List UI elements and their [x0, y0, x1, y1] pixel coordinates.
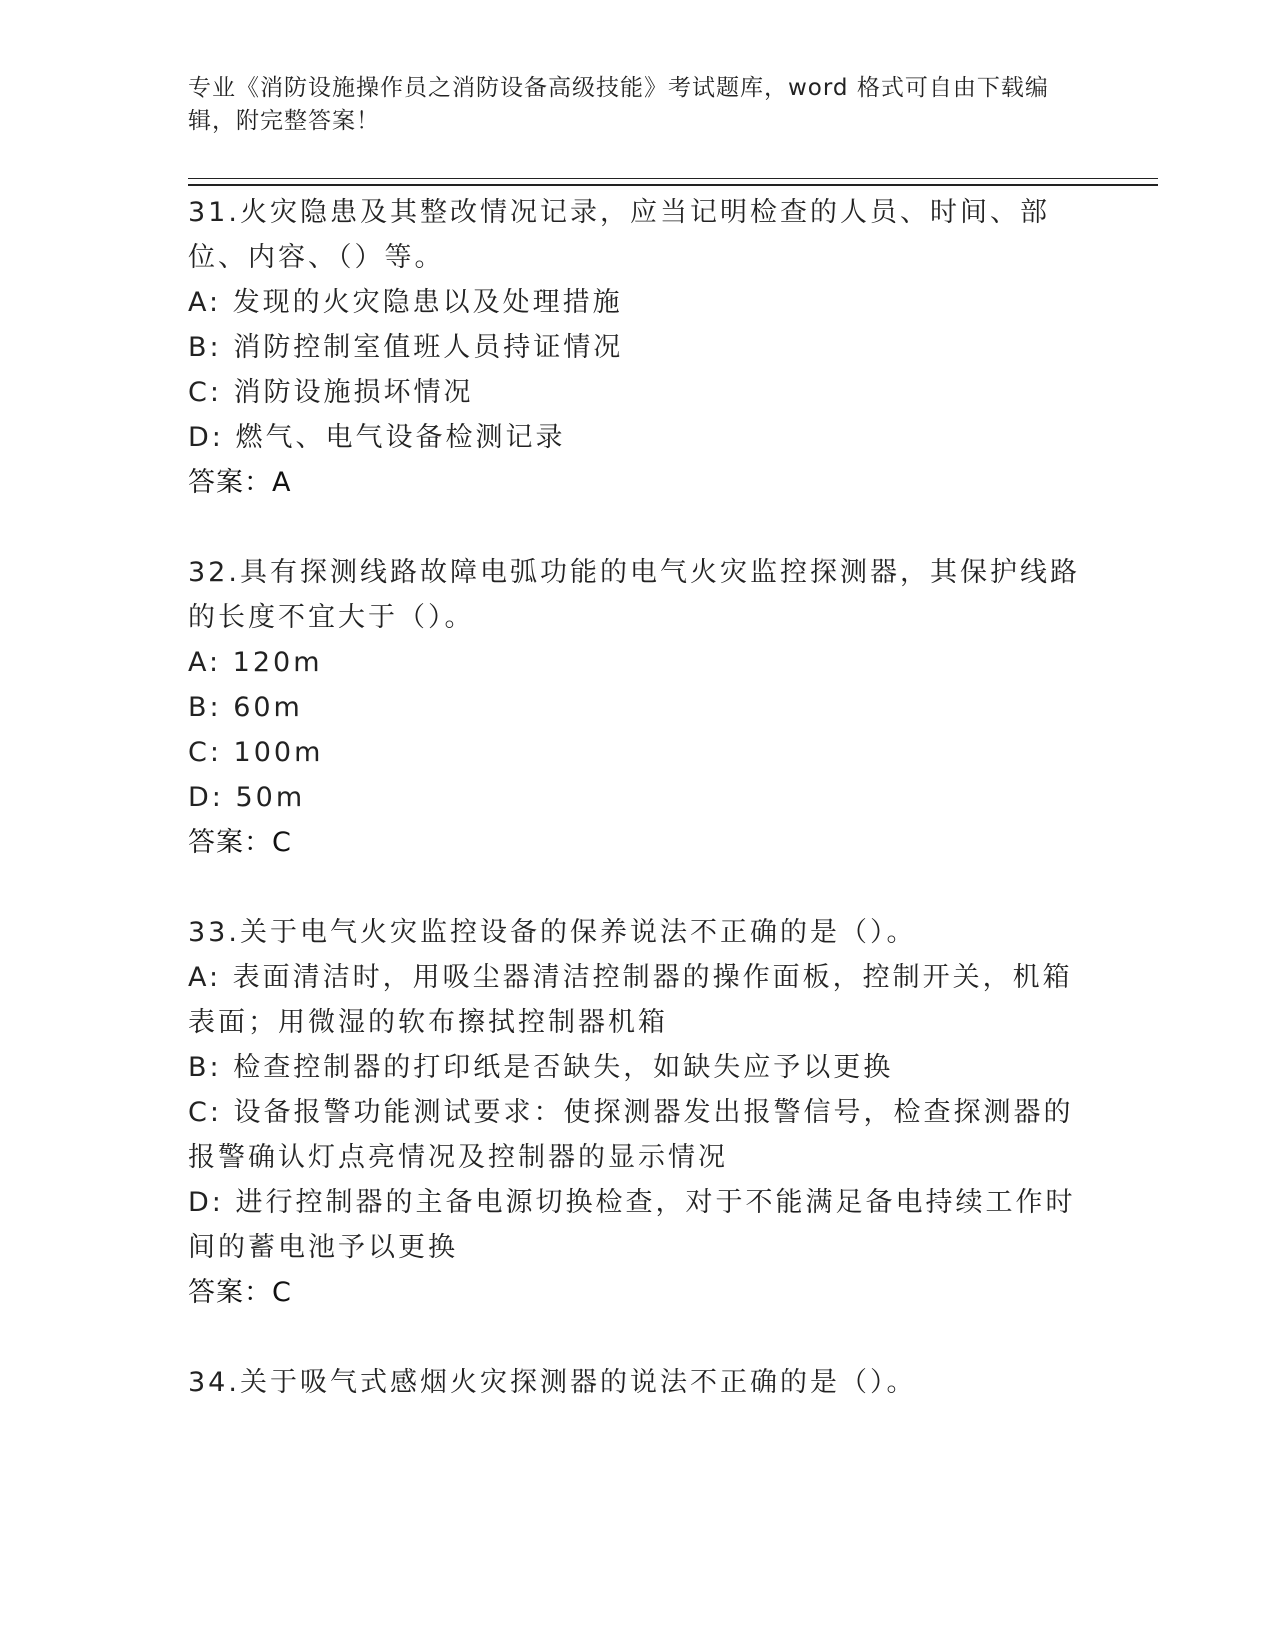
document-header: 专业《消防设施操作员之消防设备高级技能》考试题库，word 格式可自由下载编辑，附完整答案！	[188, 75, 1049, 134]
spacer	[188, 865, 1088, 910]
answer-line: 答案：A	[188, 467, 292, 498]
option-a: A: 120m	[188, 647, 323, 678]
spacer	[188, 505, 1088, 550]
option-b: B: 消防控制室值班人员持证情况	[188, 332, 624, 363]
option-d: D: 50m	[188, 782, 306, 813]
question-stem: 34.关于吸气式感烟火灾探测器的说法不正确的是（）。	[188, 1367, 917, 1398]
question-list	[188, 190, 1088, 1405]
option-c: C: 消防设施损坏情况	[188, 377, 474, 408]
question-34	[188, 1360, 1088, 1405]
answer-line: 答案：C	[188, 1277, 292, 1308]
option-c: C: 设备报警功能测试要求：使探测器发出报警信号，检查探测器的报警确认灯点亮情况及控制器的显示情况	[188, 1097, 1074, 1173]
header-divider-thin	[188, 178, 1158, 179]
answer-line: 答案：C	[188, 827, 292, 858]
spacer	[188, 1315, 1088, 1360]
header-divider-thick	[188, 184, 1158, 186]
option-b: B: 检查控制器的打印纸是否缺失，如缺失应予以更换	[188, 1052, 894, 1083]
question-stem: 31.火灾隐患及其整改情况记录，应当记明检查的人员、时间、部位、内容、（）等。	[188, 197, 1050, 273]
question-31	[188, 190, 1088, 505]
question-33	[188, 910, 1088, 1315]
option-d: D: 燃气、电气设备检测记录	[188, 422, 566, 453]
question-stem: 33.关于电气火灾监控设备的保养说法不正确的是（）。	[188, 917, 917, 948]
option-b: B: 60m	[188, 692, 303, 723]
option-d: D: 进行控制器的主备电源切换检查，对于不能满足备电持续工作时间的蓄电池予以更换	[188, 1187, 1076, 1263]
option-a: A: 发现的火灾隐患以及处理措施	[188, 287, 623, 318]
question-stem: 32.具有探测线路故障电弧功能的电气火灾监控探测器，其保护线路的长度不宜大于（）。	[188, 557, 1080, 633]
option-c: C: 100m	[188, 737, 324, 768]
question-32	[188, 550, 1088, 865]
option-a: A: 表面清洁时，用吸尘器清洁控制器的操作面板，控制开关，机箱表面；用微湿的软布擦拭控制器机箱	[188, 962, 1073, 1038]
